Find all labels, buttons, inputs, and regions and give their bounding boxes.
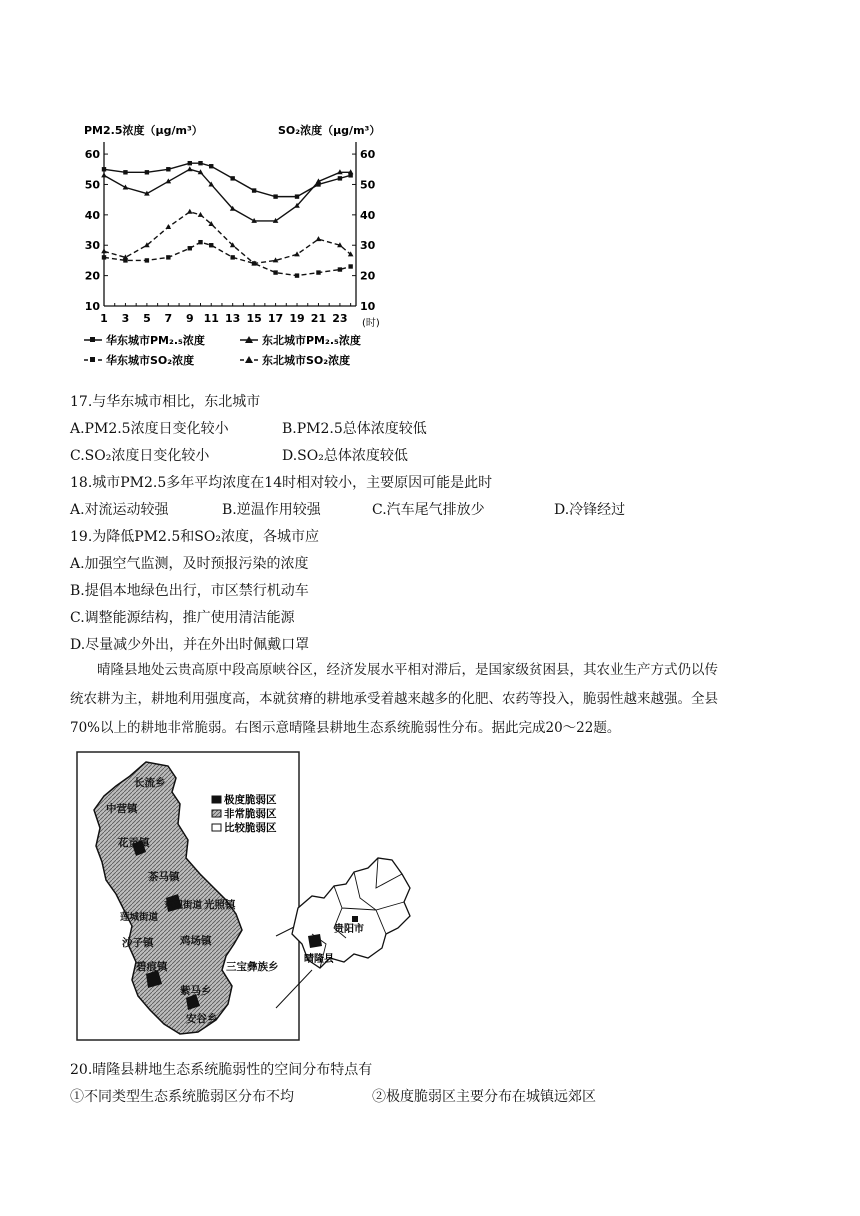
data-point: [101, 172, 107, 177]
y-tick-label-left: 20: [84, 269, 100, 283]
data-point: [230, 176, 234, 180]
legend-label: 华东城市PM₂.₅浓度: [106, 334, 205, 347]
province-county-label: 晴隆县: [304, 954, 334, 965]
q18-option-a: A.对流运动较强: [70, 502, 169, 518]
q17-stem: 17.与华东城市相比，东北城市: [70, 394, 261, 410]
town-label: 花贡镇: [118, 837, 150, 849]
x-tick-label: 17: [267, 312, 284, 325]
q19-option-a: A.加强空气监测，及时预报污染的浓度: [70, 556, 309, 572]
chart-legend: [84, 333, 361, 367]
town-label: 碧痕镇: [136, 961, 168, 973]
pollution-line-chart: [66, 104, 396, 376]
q20-option-2: ②极度脆弱区主要分布在城镇远郊区: [372, 1089, 596, 1105]
q18-option-c: C.汽车尾气排放少: [372, 502, 485, 518]
data-point: [198, 161, 202, 165]
data-point: [102, 255, 106, 259]
series-line: [104, 169, 351, 221]
data-point: [316, 236, 322, 241]
reading-passage: [70, 656, 790, 743]
y-tick-label-right: 20: [360, 269, 376, 283]
x-tick-label: 13: [225, 312, 241, 325]
data-point: [188, 246, 192, 250]
x-tick-label: 21: [310, 312, 327, 325]
right-axis-label: SO₂浓度（μg/m³）: [278, 124, 381, 137]
x-tick-label: 5: [143, 312, 151, 325]
data-point: [294, 251, 300, 256]
x-unit-label: (时): [362, 318, 380, 329]
legend-relative: 比较脆弱区: [224, 822, 277, 834]
q17-option-a: A.PM2.5浓度日变化较小: [70, 421, 229, 437]
x-tick-label: 23: [332, 312, 348, 325]
data-point: [252, 188, 256, 192]
town-label: 中营镇: [106, 803, 138, 815]
x-tick-label: 3: [121, 312, 130, 325]
legend-label: 东北城市PM₂.₅浓度: [262, 334, 361, 347]
data-point: [123, 170, 127, 174]
qinglong-map: [76, 748, 422, 1044]
data-point: [295, 273, 299, 277]
town-label: 光照镇: [204, 899, 236, 911]
y-tick-label-left: 10: [84, 300, 100, 313]
data-point: [273, 194, 277, 198]
q17-option-d: D.SO₂总体浓度较低: [282, 448, 408, 464]
province-inset: [292, 858, 410, 968]
y-tick-label-left: 40: [84, 208, 100, 222]
q17-option-c: C.SO₂浓度日变化较小: [70, 448, 210, 464]
data-point: [145, 170, 149, 174]
data-point: [187, 209, 193, 214]
x-tick-label: 7: [164, 312, 173, 325]
passage-line: 70%以上的耕地非常脆弱。右图示意晴隆县耕地生态系统脆弱性分布。据此完成20～22题。: [70, 720, 621, 736]
q19-option-b: B.提倡本地绿色出行，市区禁行机动车: [70, 583, 309, 599]
data-point: [295, 194, 299, 198]
passage-line: 晴隆县地处云贵高原中段高原峡谷区，经济发展水平相对滞后，是国家级贫困县，其农业生产方式仍以传: [97, 662, 718, 678]
fragility-map: [76, 748, 422, 1044]
q17-option-b: B.PM2.5总体浓度较低: [282, 421, 427, 437]
data-point: [338, 176, 342, 180]
data-point: [102, 167, 106, 171]
data-point: [230, 255, 234, 259]
province-city-label: 贵阳市: [334, 924, 364, 935]
data-point: [101, 248, 107, 253]
data-point: [338, 267, 342, 271]
data-point: [145, 258, 149, 262]
y-tick-label-right: 40: [360, 208, 376, 222]
y-tick-label-left: 50: [84, 178, 100, 192]
q19-stem: 19.为降低PM2.5和SO₂浓度，各城市应: [70, 529, 319, 545]
y-tick-label-right: 30: [360, 239, 376, 253]
data-point: [166, 255, 170, 259]
x-tick-label: 1: [100, 312, 108, 325]
legend-very: 非常脆弱区: [224, 808, 277, 820]
town-label: 安谷乡: [186, 1013, 218, 1025]
town-label: 三宝彝族乡: [226, 961, 279, 973]
legend-label: 东北城市SO₂浓度: [262, 354, 351, 367]
q18-option-d: D.冷锋经过: [554, 502, 626, 518]
x-tick-label: 11: [203, 312, 219, 325]
q19-option-d: D.尽量减少外出，并在外出时佩戴口罩: [70, 637, 310, 653]
x-tick-label: 19: [289, 312, 305, 325]
legend-label: 华东城市SO₂浓度: [106, 354, 195, 367]
y-tick-label-right: 60: [360, 148, 376, 162]
town-label: 东观街道: [164, 900, 203, 911]
town-label: 茶马镇: [148, 871, 180, 883]
y-tick-label-left: 60: [84, 148, 100, 162]
q18-option-b: B.逆温作用较强: [222, 502, 321, 518]
data-point: [166, 167, 170, 171]
data-point: [273, 270, 277, 274]
data-point: [209, 243, 213, 247]
data-point: [187, 166, 193, 171]
x-tick-label: 9: [185, 312, 194, 325]
left-axis-label: PM2.5浓度（μg/m³）: [84, 124, 203, 137]
passage-line: 统农耕为主，耕地利用强度高，本就贫瘠的耕地承受着越来越多的化肥、农药等投入，脆弱性越来越强。全县: [70, 691, 718, 707]
q20-option-1: ①不同类型生态系统脆弱区分布不均: [70, 1089, 294, 1105]
series-line: [104, 212, 351, 264]
data-point: [188, 161, 192, 165]
town-label: 紫马乡: [180, 985, 212, 997]
town-label: 沙子镇: [122, 937, 154, 949]
y-tick-label-left: 30: [84, 239, 100, 253]
q19-option-c: C.调整能源结构，推广使用清洁能源: [70, 610, 295, 626]
data-point: [316, 270, 320, 274]
town-label: 鸡场镇: [180, 935, 212, 947]
data-point: [166, 224, 172, 229]
data-point: [209, 164, 213, 168]
y-tick-label-right: 50: [360, 178, 376, 192]
pollution-chart: [66, 104, 396, 376]
series-line: [104, 242, 351, 275]
x-tick-label: 15: [246, 312, 262, 325]
q18-stem: 18.城市PM2.5多年平均浓度在14时相对较小，主要原因可能是此时: [70, 475, 493, 491]
data-point: [198, 240, 202, 244]
town-label: 莲城街道: [120, 912, 159, 923]
town-label: 长流乡: [134, 777, 166, 789]
data-point: [348, 264, 352, 268]
legend-extreme: 极度脆弱区: [224, 794, 277, 806]
y-tick-label-right: 10: [360, 300, 376, 313]
q20-stem: 20.晴隆县耕地生态系统脆弱性的空间分布特点有: [70, 1062, 373, 1078]
data-point: [198, 212, 204, 217]
